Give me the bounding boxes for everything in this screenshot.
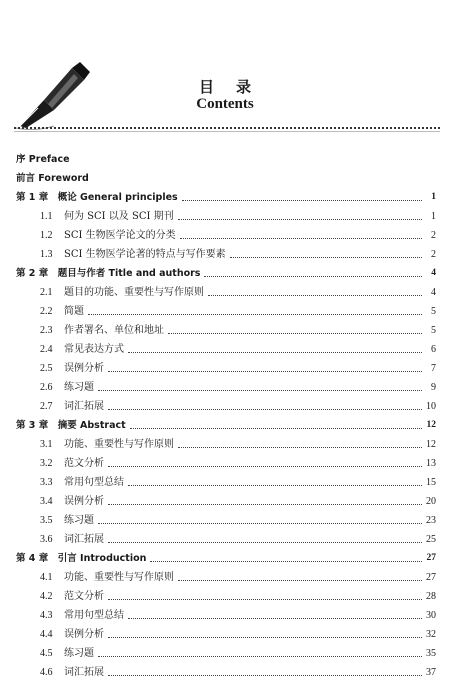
toc-chapter-entry[interactable] <box>0 264 450 283</box>
toc-leader-dots <box>128 340 422 353</box>
toc-entry-label: 作者署名、单位和地址 <box>64 321 168 340</box>
toc-chapter-entry[interactable] <box>0 416 450 435</box>
toc-entry-label: 序 Preface <box>16 150 74 169</box>
toc-section-number: 2.2 <box>40 306 53 317</box>
toc-section-number: 3.2 <box>40 458 53 469</box>
toc-page-number: 9 <box>431 382 436 393</box>
toc-leader-dots <box>88 302 422 315</box>
toc-page-number: 4 <box>431 268 436 278</box>
toc-entry-label: 练习题 <box>64 511 98 530</box>
toc-section-entry[interactable] <box>0 473 450 492</box>
toc-entry-label: 功能、重要性与写作原则 <box>64 435 178 454</box>
toc-section-number: 4.5 <box>40 648 53 659</box>
toc-section-entry[interactable] <box>0 207 450 226</box>
toc-entry-label: 词汇拓展 <box>64 530 108 549</box>
toc-leader-dots <box>230 245 422 258</box>
toc-section-number: 2.4 <box>40 344 53 355</box>
toc-entry-label: 范文分析 <box>64 454 108 473</box>
toc-section-entry[interactable] <box>0 644 450 663</box>
toc-entry-label: 误例分析 <box>64 359 108 378</box>
toc-entry-label: 何为 SCI 以及 SCI 期刊 <box>64 207 178 226</box>
toc-entry-label: 词汇拓展 <box>64 397 108 416</box>
toc-section-entry[interactable] <box>0 226 450 245</box>
toc-entry-label: 练习题 <box>64 644 98 663</box>
toc-page-number: 30 <box>426 610 436 621</box>
toc-entry-label: 词汇拓展 <box>64 663 108 682</box>
toc-chapter-entry[interactable] <box>0 549 450 568</box>
toc-leader-dots <box>208 283 422 296</box>
toc-page-number: 20 <box>426 496 436 507</box>
toc-section-number: 2.1 <box>40 287 53 298</box>
toc-leader-dots <box>150 549 422 562</box>
toc-entry-label: 功能、重要性与写作原则 <box>64 568 178 587</box>
toc-section-number: 2.7 <box>40 401 53 412</box>
toc-section-number: 1.1 <box>40 211 53 222</box>
toc-page-number: 28 <box>426 591 436 602</box>
toc-section-entry[interactable] <box>0 511 450 530</box>
toc-page-number: 1 <box>431 211 436 222</box>
toc-page-number: 25 <box>426 534 436 545</box>
toc-leader-dots <box>168 321 422 334</box>
toc-leader-dots <box>108 359 422 372</box>
toc-entry-label: 简题 <box>64 302 88 321</box>
toc-leader-dots <box>98 511 422 524</box>
toc-chapter-entry[interactable] <box>0 169 450 188</box>
toc-section-entry[interactable] <box>0 663 450 682</box>
toc-section-number: 4.6 <box>40 667 53 678</box>
toc-page-number: 12 <box>426 439 436 450</box>
toc-section-number: 3.1 <box>40 439 53 450</box>
toc-entry-label: 误例分析 <box>64 625 108 644</box>
toc-leader-dots <box>108 625 422 638</box>
toc-entry-label: 前言 Foreword <box>16 169 93 188</box>
toc-section-entry[interactable] <box>0 454 450 473</box>
toc-page-number: 10 <box>426 401 436 412</box>
toc-section-number: 2.6 <box>40 382 53 393</box>
toc-page-number: 27 <box>426 572 436 583</box>
toc-section-entry[interactable] <box>0 283 450 302</box>
toc-leader-dots <box>98 378 422 391</box>
toc-leader-dots <box>178 435 422 448</box>
toc-leader-dots <box>128 473 422 486</box>
toc-chapter-entry[interactable] <box>0 188 450 207</box>
header-divider <box>14 127 440 129</box>
toc-page-number: 12 <box>426 420 436 430</box>
toc-section-number: 4.4 <box>40 629 53 640</box>
toc-entry-label: 第 2 章 题目与作者 Title and authors <box>16 264 204 283</box>
toc-section-entry[interactable] <box>0 435 450 454</box>
toc-section-number: 3.5 <box>40 515 53 526</box>
toc-entry-label: 常见表达方式 <box>64 340 128 359</box>
toc-leader-dots <box>108 587 422 600</box>
toc-section-entry[interactable] <box>0 302 450 321</box>
toc-section-entry[interactable] <box>0 245 450 264</box>
toc-section-entry[interactable] <box>0 378 450 397</box>
toc-leader-dots <box>108 663 422 676</box>
toc-page-number: 6 <box>431 344 436 355</box>
toc-leader-dots <box>108 397 422 410</box>
toc-page-number: 13 <box>426 458 436 469</box>
page-subtitle: Contents <box>196 96 254 112</box>
toc-section-number: 4.1 <box>40 572 53 583</box>
toc-entry-label: 常用句型总结 <box>64 606 128 625</box>
toc-section-number: 1.2 <box>40 230 53 241</box>
toc-section-number: 1.3 <box>40 249 53 260</box>
toc-page-number: 5 <box>431 306 436 317</box>
toc-section-entry[interactable] <box>0 397 450 416</box>
toc-section-number: 3.4 <box>40 496 53 507</box>
toc-section-entry[interactable] <box>0 359 450 378</box>
header-divider-underline <box>14 131 440 132</box>
toc-leader-dots <box>108 454 422 467</box>
toc-entry-label: SCI 生物医学论著的特点与写作要素 <box>64 245 230 264</box>
toc-page-number: 5 <box>431 325 436 336</box>
toc-page-number: 2 <box>431 249 436 260</box>
table-of-contents <box>0 150 450 682</box>
toc-page-number: 37 <box>426 667 436 678</box>
toc-entry-label: 范文分析 <box>64 587 108 606</box>
toc-section-entry[interactable] <box>0 625 450 644</box>
toc-entry-label: 题目的功能、重要性与写作原则 <box>64 283 208 302</box>
toc-page-number: 7 <box>431 363 436 374</box>
toc-section-number: 4.2 <box>40 591 53 602</box>
toc-entry-label: 误例分析 <box>64 492 108 511</box>
toc-entry-label: 练习题 <box>64 378 98 397</box>
page-title: 目录 <box>198 78 273 96</box>
toc-section-number: 3.3 <box>40 477 53 488</box>
toc-leader-dots <box>204 264 422 277</box>
toc-leader-dots <box>182 188 422 201</box>
toc-page-number: 4 <box>431 287 436 298</box>
toc-section-entry[interactable] <box>0 492 450 511</box>
toc-section-entry[interactable] <box>0 568 450 587</box>
toc-leader-dots <box>178 207 422 220</box>
toc-leader-dots <box>178 568 422 581</box>
toc-section-entry[interactable] <box>0 530 450 549</box>
toc-leader-dots <box>108 492 422 505</box>
toc-page-number: 35 <box>426 648 436 659</box>
toc-page-number: 1 <box>431 192 436 202</box>
toc-entry-label: 第 4 章 引言 Introduction <box>16 549 150 568</box>
toc-section-number: 4.3 <box>40 610 53 621</box>
toc-entry-label: 第 1 章 概论 General principles <box>16 188 182 207</box>
toc-section-number: 3.6 <box>40 534 53 545</box>
toc-chapter-entry[interactable] <box>0 150 450 169</box>
toc-section-entry[interactable] <box>0 587 450 606</box>
toc-leader-dots <box>180 226 422 239</box>
toc-page-number: 2 <box>431 230 436 241</box>
toc-section-entry[interactable] <box>0 340 450 359</box>
toc-leader-dots <box>128 606 422 619</box>
toc-page-number: 27 <box>426 553 436 563</box>
toc-page-number: 32 <box>426 629 436 640</box>
toc-leader-dots <box>130 416 422 429</box>
toc-entry-label: 常用句型总结 <box>64 473 128 492</box>
toc-section-entry[interactable] <box>0 606 450 625</box>
toc-page-number: 23 <box>426 515 436 526</box>
toc-entry-label: SCI 生物医学论文的分类 <box>64 226 180 245</box>
toc-section-number: 2.5 <box>40 363 53 374</box>
toc-leader-dots <box>108 530 422 543</box>
toc-section-number: 2.3 <box>40 325 53 336</box>
toc-section-entry[interactable] <box>0 321 450 340</box>
toc-page-number: 15 <box>426 477 436 488</box>
toc-entry-label: 第 3 章 摘要 Abstract <box>16 416 130 435</box>
toc-leader-dots <box>98 644 422 657</box>
